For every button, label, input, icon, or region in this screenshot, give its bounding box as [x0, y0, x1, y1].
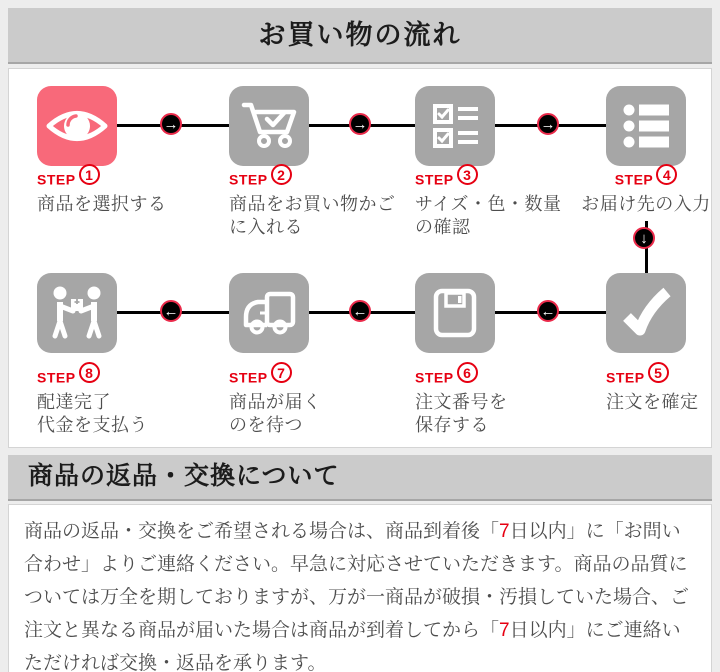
- step-number-badge: 6: [457, 362, 478, 383]
- step-number-badge: 5: [648, 362, 669, 383]
- step7-icon-box: [229, 273, 309, 353]
- step5-label: [606, 364, 699, 414]
- step-number-badge: 4: [656, 164, 677, 185]
- step-word: STEP: [415, 369, 454, 386]
- step-word: STEP: [606, 369, 645, 386]
- step-description: サイズ・色・数量 の確認: [415, 194, 562, 237]
- flow-section-header: お買い物の流れ: [8, 8, 712, 64]
- step2-label: [229, 166, 396, 239]
- step-word: STEP: [229, 369, 268, 386]
- step2-icon-box: [229, 86, 309, 166]
- step1-label: [37, 166, 167, 216]
- step-description: 商品を選択する: [37, 194, 167, 214]
- step4-icon-box: [606, 86, 686, 166]
- step-description: お届け先の入力: [581, 194, 711, 214]
- step-number-badge: 2: [271, 164, 292, 185]
- floppy-disk-icon: [415, 273, 495, 353]
- step-number-badge: 7: [271, 362, 292, 383]
- step-word: STEP: [415, 171, 454, 188]
- shopping-flow-panel: [8, 68, 712, 448]
- step-word: STEP: [229, 171, 268, 188]
- step6-icon-box: [415, 273, 495, 353]
- step-description: 注文を確定: [606, 392, 699, 412]
- step5-icon-box: [606, 273, 686, 353]
- step-description: 商品が届く のを待つ: [229, 392, 322, 435]
- step3-icon-box: [415, 86, 495, 166]
- returns-policy-panel: [8, 504, 712, 672]
- arrow-left-icon: ←: [349, 300, 371, 322]
- arrow-right-icon: →: [537, 113, 559, 135]
- cart-icon: [229, 86, 309, 166]
- step-description: 注文番号を 保存する: [415, 392, 508, 435]
- step-number-badge: 3: [457, 164, 478, 185]
- step-number-badge: 8: [79, 362, 100, 383]
- step1-icon-box: [37, 86, 117, 166]
- returns-paragraph: 商品の返品・交換をご希望される場合は、商品到着後「7日以内」に「お問い合わせ」よりご連絡ください。早急に対応させていただきます。商品の品質については万全を期しておりますが、万が一商品が破損・汚損していた場合、ご注文と異なる商品が届いた場合は商品が到着してから「7日以内」にご連絡いただければ交換・返品を承ります。: [24, 521, 690, 672]
- step-number-badge: 1: [79, 164, 100, 185]
- step-word: STEP: [614, 171, 654, 188]
- checklist-icon: [415, 86, 495, 166]
- checkmark-icon: [606, 273, 686, 353]
- arrow-left-icon: ←: [160, 300, 182, 322]
- returns-section-header: 商品の返品・交換について: [8, 455, 712, 501]
- arrow-right-icon: →: [160, 113, 182, 135]
- step-description: 商品をお買い物かご に入れる: [229, 194, 396, 237]
- step-word: STEP: [37, 171, 76, 188]
- step-description: 配達完了 代金を支払う: [37, 392, 148, 435]
- truck-icon: [229, 273, 309, 353]
- step3-label: [415, 166, 562, 239]
- arrow-down-icon: ↓: [633, 227, 655, 249]
- list-icon: [606, 86, 686, 166]
- step8-label: [37, 364, 148, 437]
- arrow-left-icon: ←: [537, 300, 559, 322]
- step6-label: [415, 364, 508, 437]
- arrow-right-icon: →: [349, 113, 371, 135]
- step7-label: [229, 364, 322, 437]
- delivery-handoff-icon: [37, 273, 117, 353]
- step-word: STEP: [37, 369, 76, 386]
- eye-icon: [37, 86, 117, 166]
- step8-icon-box: [37, 273, 117, 353]
- step4-label: [574, 166, 718, 216]
